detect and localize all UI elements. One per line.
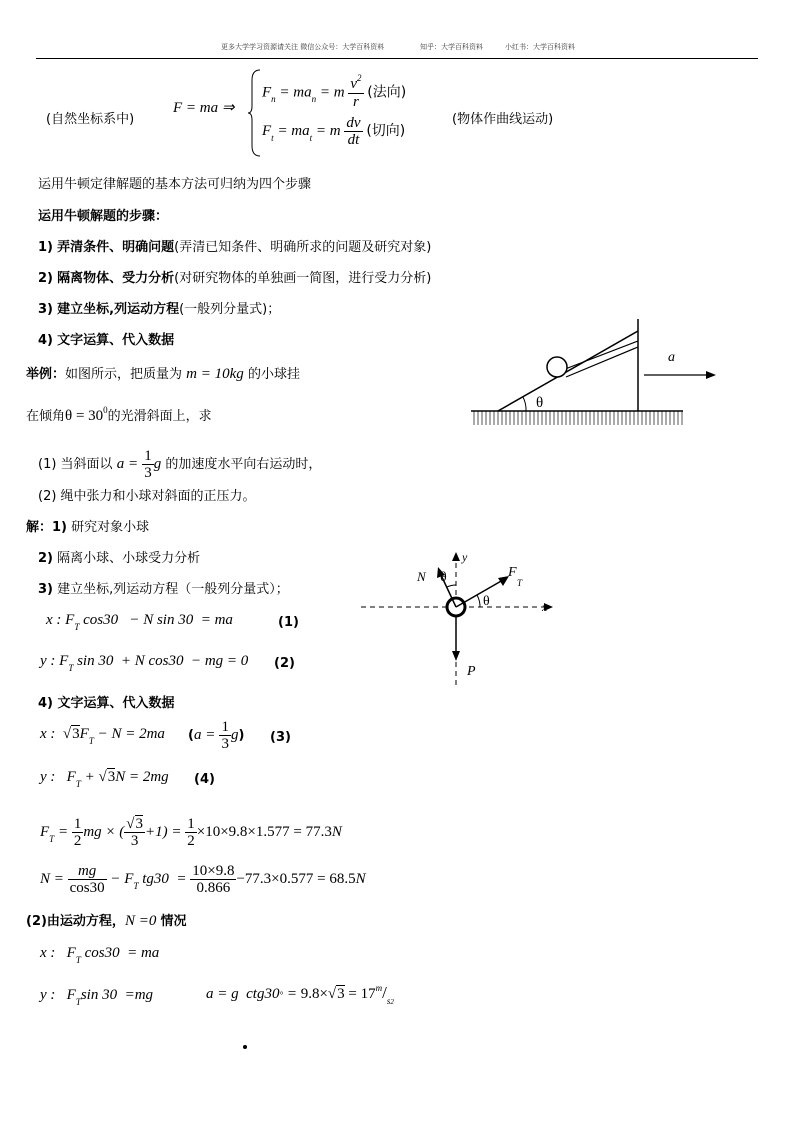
y-label: y [462, 550, 468, 564]
question-1: (1) 当斜面以 a = $\frac{1}{3}$ g 的加速度水平向右运动时， [38, 448, 322, 481]
y-arrowhead [452, 552, 460, 561]
angle-label: θ [536, 395, 544, 411]
equation-part2-y: y : $F_T\sin$ 30 =mg [40, 987, 154, 1007]
incline-diagram [468, 315, 718, 445]
equation-4-tag: (4) [194, 772, 215, 787]
intro-text: 运用牛顿定律解题的基本方法可归纳为四个步骤 [38, 177, 312, 192]
example-line-1: 举例：如图所示，把质量为 m = 10kg 的小球挂 [26, 366, 300, 382]
theta-label-n: θ [440, 570, 447, 585]
ground-hatch [471, 411, 683, 425]
vector-equation: F = ma ⇒ [173, 100, 235, 116]
rope [560, 341, 638, 371]
header-rule [36, 58, 758, 59]
angle-arc [523, 397, 526, 411]
tension-label: F [508, 565, 517, 580]
acceleration-result: a = g $ctg30^\circ = 9.8\times√3 = 17^m/_{s2}$ [206, 983, 394, 1006]
force-diagram [355, 545, 560, 690]
system-brace [248, 68, 262, 158]
solution-step-3: 3) 建立坐标,列运动方程（一般列分量式）； [38, 582, 289, 597]
header-source-1: 更多大学学习资源请关注 微信公众号：大学百科资料 [221, 43, 385, 51]
equation-3-condition: (a = $\frac{1}{3}$ g) [188, 719, 245, 752]
steps-title: 运用牛顿解题的步骤： [38, 209, 169, 224]
x-label: x [542, 600, 548, 614]
weight-arrowhead [452, 651, 460, 661]
part-2-heading: (2)由运动方程，N =0 情况 [26, 913, 187, 929]
equation-part2-x: x : $F_T$ cos30 = ma [40, 945, 160, 965]
header-source-2: 知乎：大学百科资料 [420, 43, 483, 51]
equation-2: y : $F_T$ sin 30 + N cos30 − mg = 0 [40, 653, 249, 673]
equation-2-tag: (2) [274, 656, 295, 671]
equation-1-tag: (1) [278, 615, 299, 630]
theta-arc-n [447, 585, 456, 587]
curve-motion-note: (物体作曲线运动) [452, 112, 554, 127]
tension-result: $F_T$ = $\frac{1}{2}$ mg × ( $\frac{√3}{3}$ +1) = $\frac{1}{2}$ ×10×9.8×1.577 = 77.3N [40, 816, 342, 849]
step-4: 4) 文字运算、代入数据 [38, 333, 175, 348]
natural-label: (自然坐标系中) [46, 112, 135, 127]
equation-3: x : $√3F_T - N = 2ma$ [40, 726, 165, 746]
theta-label-t: θ [483, 594, 490, 609]
step-3: 3) 建立坐标,列运动方程(一般列分量式)； [38, 302, 281, 317]
step-2: 2) 隔离物体、受力分析(对研究物体的单独画一简图，进行受力分析) [38, 271, 432, 286]
ball [547, 357, 567, 377]
equation-1: x : $F_T$ cos30 − N sin 30 = ma [46, 612, 233, 632]
equation-4: y : $F_T + √3N = 2mg$ [40, 769, 169, 789]
question-2: (2) 绳中张力和小球对斜面的正压力。 [38, 489, 256, 504]
solution-step-1: 解：1) 研究对象小球 [26, 520, 150, 535]
weight-label: P [467, 664, 476, 679]
equation-3-tag: (3) [270, 730, 291, 745]
theta-arc-t [477, 595, 480, 607]
tangent-component: $F_t = ma_t = m$ $\frac{dv}{dt}$ (切向) [262, 115, 406, 148]
accel-label: a [668, 350, 675, 365]
tension-sub: T [517, 578, 523, 588]
stray-dot [243, 1045, 247, 1049]
accel-arrowhead [706, 371, 716, 379]
header-source-3: 小红书：大学百科资料 [505, 43, 575, 51]
example-line-2: 在倾角$\theta = 30^0$的光滑斜面上，求 [26, 405, 212, 424]
incline-surface [498, 331, 638, 411]
solution-step-4: 4) 文字运算、代入数据 [38, 696, 175, 711]
normal-label: N [417, 569, 426, 584]
step-1: 1) 弄清条件、明确问题(弄清已知条件、明确所求的问题及研究对象) [38, 240, 432, 255]
normal-result: N = $\frac{mg}{\cos 30}$ − $F_T$ tg30 = $\frac{10\times 9.8}{0.866}$ −77.3×0.577 = 68.5N [40, 863, 366, 896]
normal-component: $F_n = ma_n = m$ $\frac{v^2}{r}$ (法向) [262, 73, 407, 110]
solution-step-2: 2) 隔离小球、小球受力分析 [38, 551, 201, 566]
